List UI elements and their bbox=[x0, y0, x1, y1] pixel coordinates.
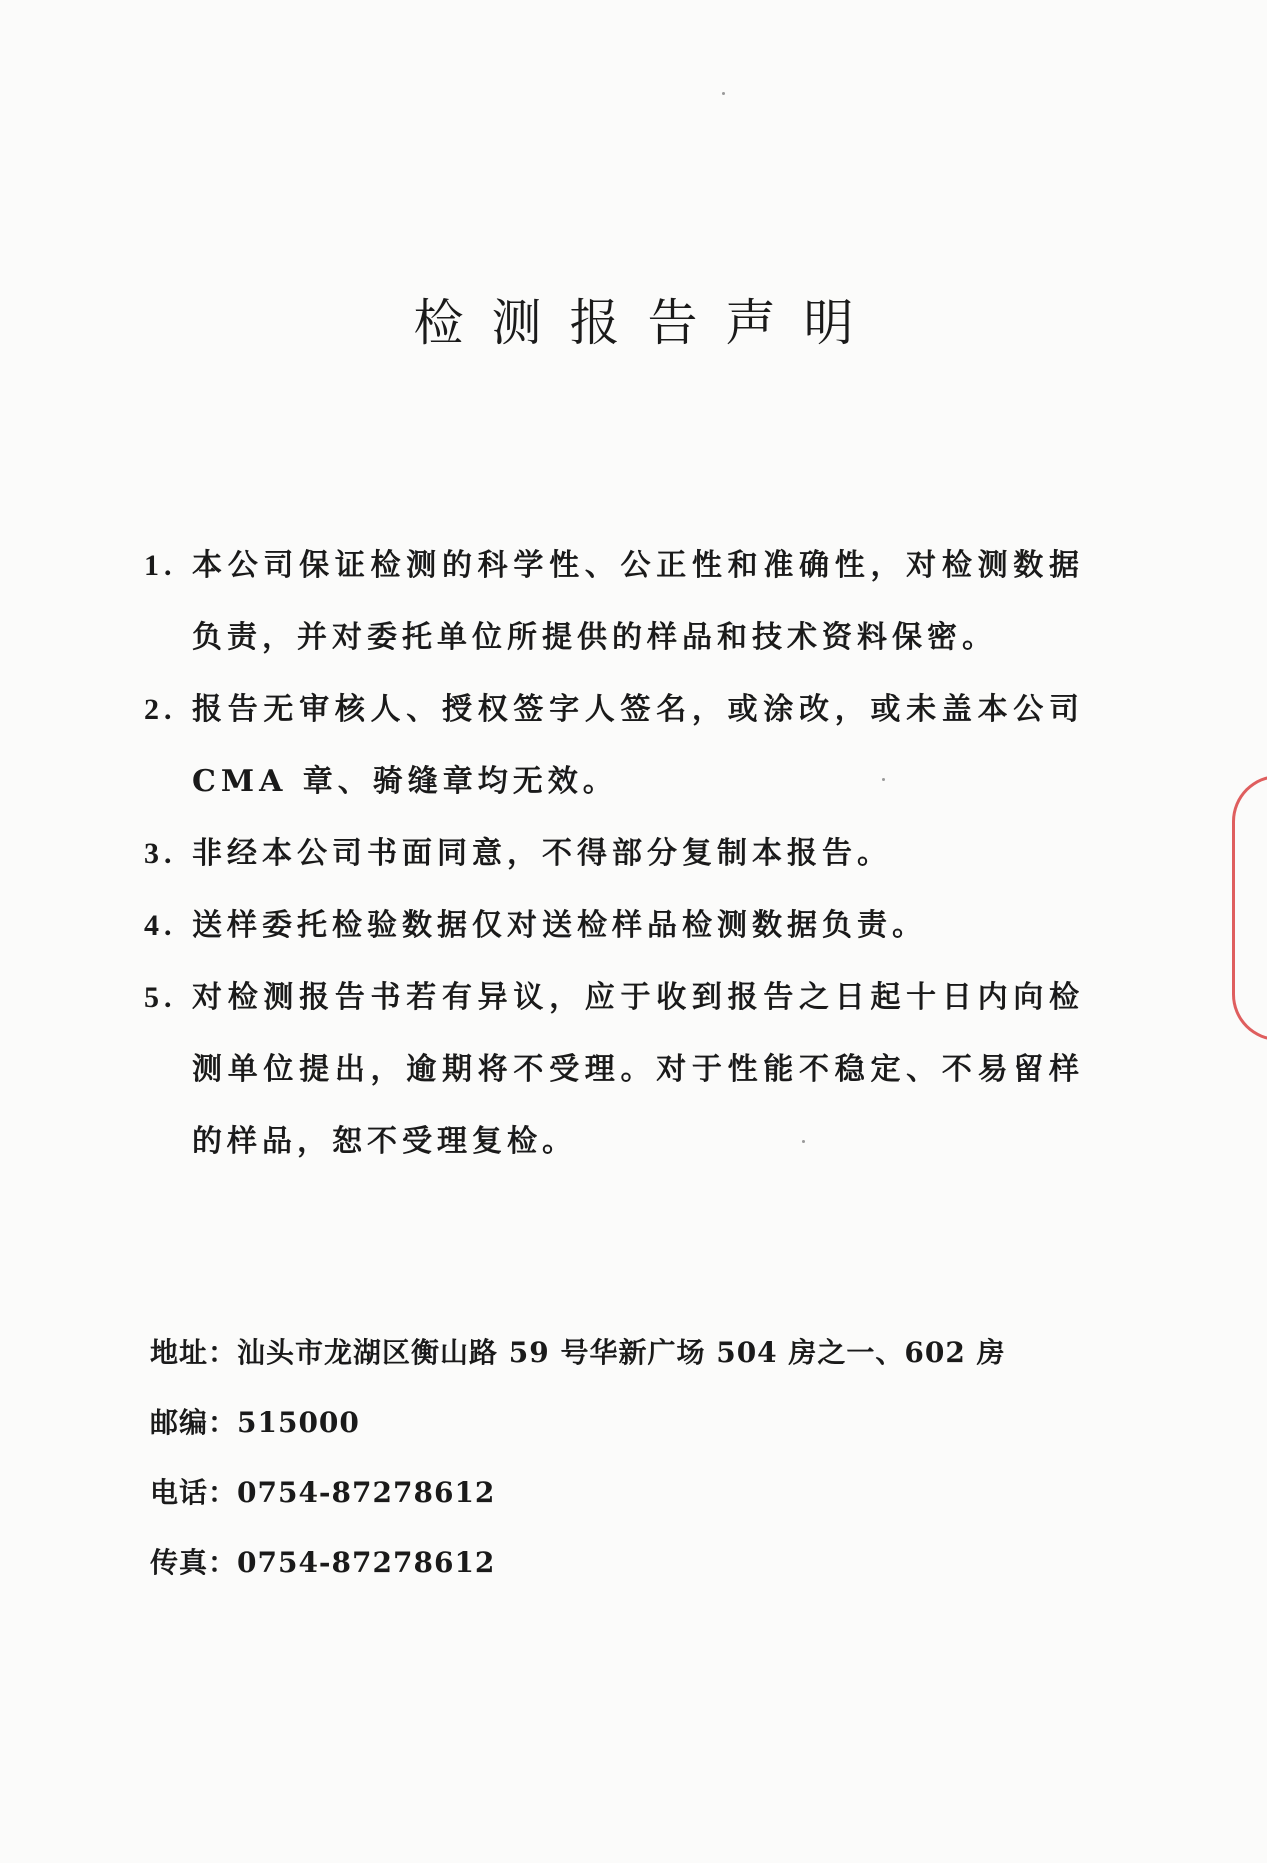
scan-speck bbox=[722, 92, 725, 95]
statement-number: 2. bbox=[144, 693, 177, 726]
contact-block bbox=[150, 1318, 1006, 1598]
statement-number: 1. bbox=[144, 549, 177, 582]
statement-list bbox=[144, 530, 1084, 1178]
statement-number: 5. bbox=[144, 981, 177, 1014]
statement-item bbox=[144, 674, 1084, 818]
page-title: 检测报告声明 bbox=[413, 294, 882, 352]
statement-item bbox=[144, 962, 1084, 1178]
scan-speck bbox=[882, 778, 885, 781]
statement-text: 报告无审核人、授权签字人签名，或涂改，或未盖本公司 CMA 章、骑缝章均无效。 bbox=[192, 692, 1084, 799]
statement-number: 4. bbox=[144, 909, 177, 942]
partial-seal-stamp bbox=[1232, 775, 1267, 1041]
statement-text: 本公司保证检测的科学性、公正性和准确性，对检测数据负责，并对委托单位所提供的样品和技术资料保密。 bbox=[192, 548, 1084, 655]
address-line: 地址：汕头市龙湖区衡山路 59 号华新广场 504 房之一、602 房 bbox=[150, 1336, 1006, 1369]
statement-text: 对检测报告书若有异议，应于收到报告之日起十日内向检测单位提出，逾期将不受理。对于性能不稳定、不易留样的样品，恕不受理复检。 bbox=[192, 980, 1084, 1159]
statement-item bbox=[144, 530, 1084, 674]
postcode-line: 邮编：515000 bbox=[150, 1406, 360, 1439]
statement-number: 3. bbox=[144, 837, 177, 870]
phone-line: 电话：0754-87278612 bbox=[150, 1476, 496, 1509]
statement-text: 非经本公司书面同意，不得部分复制本报告。 bbox=[192, 836, 892, 871]
scan-speck bbox=[802, 1140, 805, 1143]
statement-text: 送样委托检验数据仅对送检样品检测数据负责。 bbox=[192, 908, 927, 943]
statement-item bbox=[144, 818, 1084, 890]
statement-item bbox=[144, 890, 1084, 962]
fax-line: 传真：0754-87278612 bbox=[150, 1546, 496, 1579]
